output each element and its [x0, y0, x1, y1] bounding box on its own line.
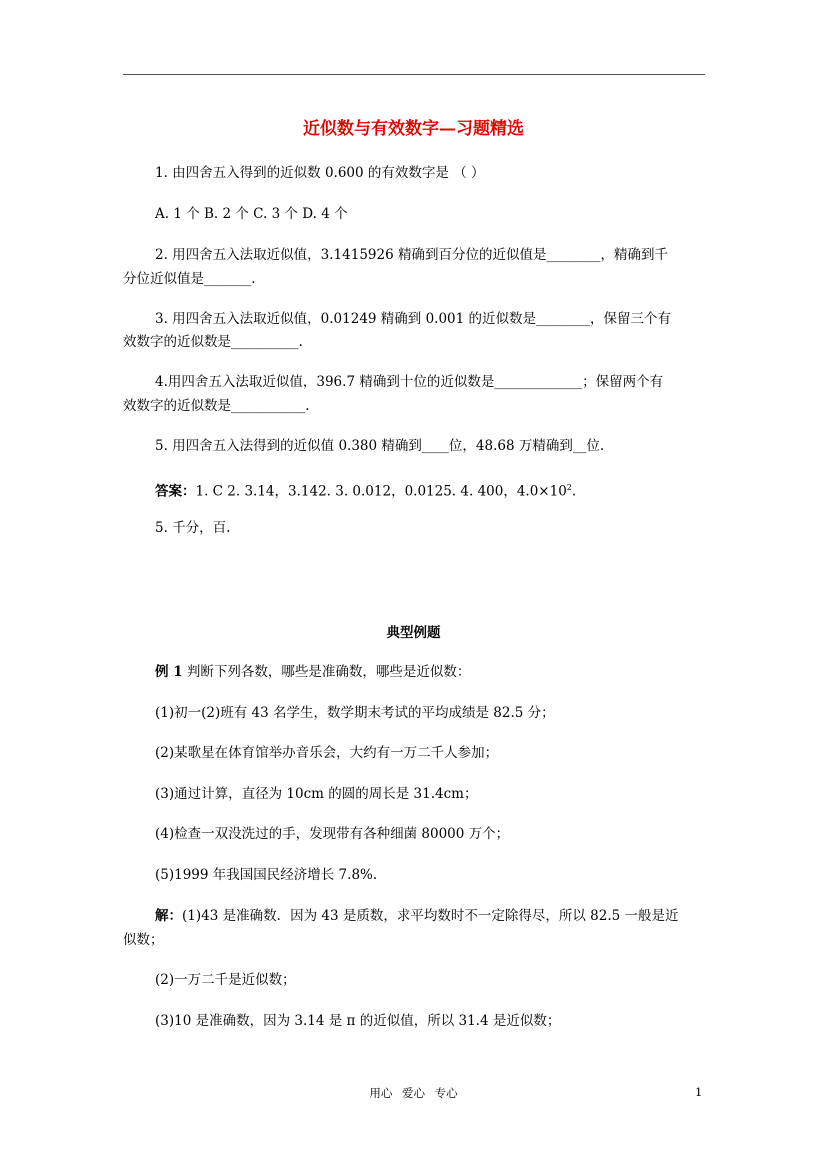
answers-text: 1. C 2. 3.14，3.142. 3. 0.012，0.0125. 4. 400，4.0×10 — [195, 483, 567, 500]
example-1-text: 判断下列各数，哪些是准确数，哪些是近似数： — [182, 664, 471, 680]
example-1-label: 例 1 — [155, 664, 183, 680]
section-heading: 典型例题 — [386, 625, 441, 641]
solution-3: (3)10 是准确数，因为 3.14 是 π 的近似值，所以 31.4 是近似数； — [155, 1013, 561, 1029]
question-2-line-2: 分位近似值是_______. — [123, 271, 256, 287]
question-1-options: A. 1 个 B. 2 个 C. 3 个 D. 4 个 — [155, 206, 348, 222]
solution-2: (2)一万二千是近似数； — [155, 972, 296, 988]
question-5: 5. 用四舍五入法得到的近似值 0.380 精确到____位，48.68 万精确到__位. — [155, 438, 605, 454]
answers-line-1 — [155, 476, 705, 504]
solution-line-1 — [155, 905, 705, 928]
answers-label: 答案： — [155, 483, 196, 500]
header-rule — [123, 74, 705, 75]
example-item: (1)初一(2)班有 43 名学生，数学期末考试的平均成绩是 82.5 分； — [155, 705, 555, 721]
page-title: 近似数与有效数字—习题精选 — [303, 119, 524, 139]
example-item: (5)1999 年我国国民经济增长 7.8%. — [155, 867, 378, 883]
question-4-line-2: 效数字的近似数是___________. — [123, 398, 310, 414]
question-1: 1. 由四舍五入得到的近似数 0.600 的有效数字是 （ ） — [155, 165, 485, 181]
example-item: (4)检查一双没洗过的手，发现带有各种细菌 80000 万个； — [155, 826, 510, 842]
example-item: (2)某歌星在体育馆举办音乐会，大约有一万二千人参加； — [155, 745, 499, 761]
answers-end: . — [571, 483, 577, 500]
solution-text: (1)43 是准确数．因为 43 是质数，求平均数时不一定除得尽，所以 82.5 一般是近 — [182, 908, 679, 924]
solution-label: 解： — [155, 908, 182, 924]
solution-line-2: 似数； — [123, 932, 164, 948]
answers-exponent: 2 — [566, 483, 572, 492]
question-4-line-1: 4.用四舍五入法取近似值，396.7 精确到十位的近似数是_____________；保留两个有 — [155, 374, 664, 390]
question-3-line-1: 3. 用四舍五入法取近似值，0.01249 精确到 0.001 的近似数是________，保留三个有 — [155, 311, 672, 327]
footer-motto: 用心 爱心 专心 — [369, 1086, 458, 1100]
page-number: 1 — [695, 1085, 703, 1099]
question-3-line-2: 效数字的近似数是__________. — [123, 334, 303, 350]
question-2-line-1: 2. 用四舍五入法取近似值，3.1415926 精确到百分位的近似值是________，精确到千 — [155, 247, 668, 263]
answers-line-2: 5. 千分，百. — [155, 520, 231, 536]
example-item: (3)通过计算，直径为 10cm 的圆的周长是 31.4cm； — [155, 786, 478, 802]
example-1 — [155, 661, 705, 684]
